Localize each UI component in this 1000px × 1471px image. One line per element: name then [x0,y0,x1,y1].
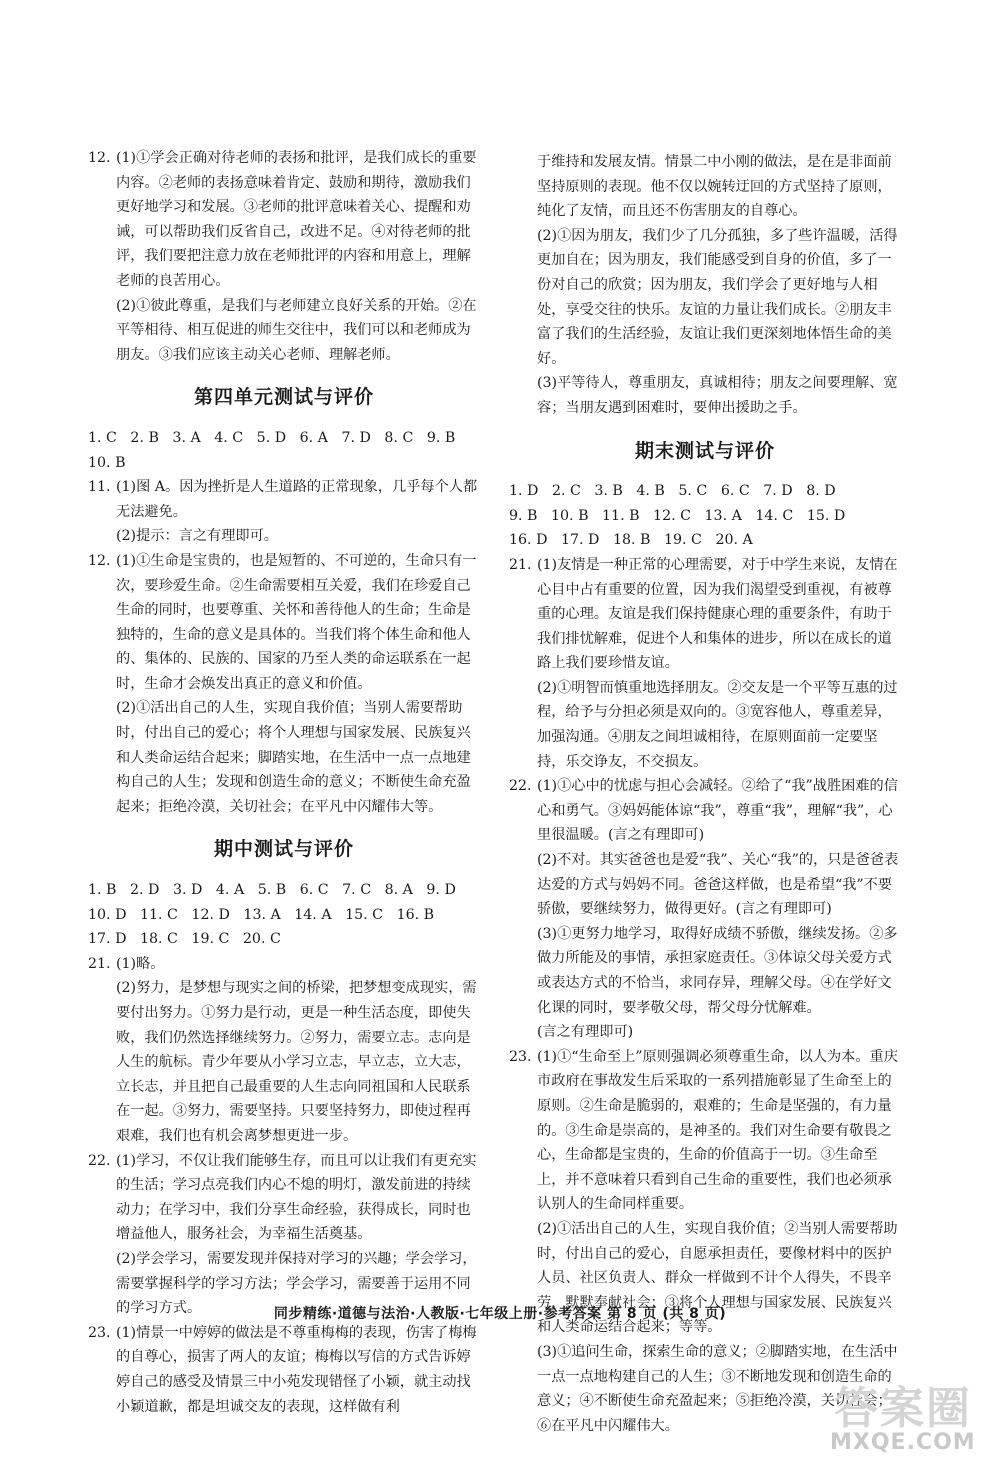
answer-text: (1)①学会正确对待老师的表扬和批评，是我们成长的重要内容。②老师的表扬意味着肯定、鼓励和期待，激励我们更好地学习和发展。③老师的批评意味着关心、提醒和劝诫，可以帮助我们反省自己，改进不足。④对待老师的批评，我们要把注意力放在老师批评的内容和用意上，理解老师的良苦用心。 [116,150,477,289]
answer-text: (1)①生命是宝贵的，也是短暂的、不可逆的，生命只有一次，要珍爱生命。②生命需要相互关爱，我们在珍爱自己生命的同时，也要尊重、关怀和善待他人的生命；生命是独特的，生命的意义是具体的。当我们将个体生命和他人的、集体的、民族的、国家的乃至人类的命运联系在一起时，生命才会焕发出真正的意义和价值。 [116,552,477,692]
answer-11-unit4 [88,475,480,549]
answer-text: (1)①心中的忧虑与担心会减轻。②给了“我”战胜困难的信心和勇气。③妈妈能体谅“我”，尊重“我”，理解“我”，心里很温暖。(言之有理即可) [537,778,898,844]
answer-continuation: 于维持和发展友情。情景二中小刚的做法，是在是非面前坚持原则的表现。他不仅以婉转迂回的方式坚持了原则，纯化了友情，而且还不伤害朋友的自尊心。 [537,154,892,220]
answer-text: (2)①明智而慎重地选择朋友。②交友是一个平等互惠的过程，给予与分担必须是双向的。③宽容他人，尊重差异，加强沟通。④朋友之间坦诚相待，在原则面前一定要坚持，乐交诤友，不交损友。 [537,679,898,770]
answer-text: (1)友情是一种正常的心理需要，对于中学生来说，友情在心目中占有重要的位置，因为我们渴望受到重视，有被尊重的心理。友谊是我们保持健康心理的重要条件，有助于我们排忧解难，促进个人和集体的进步，所以在成长的道路上我们要珍惜友谊。 [537,556,898,672]
page-footer: 同步精练·道德与法治·人教版·七年级上册·参考答案 第 8 页 (共 8 页) [273,1306,727,1322]
section-title-final: 期末测试与评价 [634,439,775,462]
left-column [88,146,480,1419]
answer-text: (3)①更努力地学习，取得好成绩不骄傲，继续发扬。②多做力所能及的事情，承担家庭责任。③体谅父母关爱方式或表达方式的不恰当，求同存异，理解父母。④在学好文化课的同时，要孝敬父母，帮父母分忧解难。 [537,925,898,1016]
answer-text: (2)不对。其实爸爸也是爱“我”、关心“我”的，只是爸爸表达爱的方式与妈妈不同。爸爸这样做，也是希望“我”不要骄傲，要继续努力，做得更好。(言之有理即可) [537,852,899,918]
answer-12-unit4 [88,549,480,820]
answer-text: (2)努力，是梦想与现实之间的桥梁，把梦想变成现实，需要付出努力。①努力是行动，更是一种生活态度，即使失败，我们仍然选择继续努力。②努力，需要立志。志向是人生的航标。青少年要从小学习立志，早立志，立大志，立长志，并且把自己最重要的人生志向同祖国和人民联系在一起。③努力，需要坚持。只要坚持努力，即使过程再艰难，我们也有机会离梦想更进一步。 [116,980,477,1144]
answer-text: (1)学习，不仅让我们能够生存，而且可以让我们有更充实的生活；学习点亮我们内心不熄的明灯，激发前进的持续动力；在学习中，我们分享生命经验，获得成长，同时也增益他人，服务社会，为幸福生活奠基。 [116,1152,477,1243]
answer-23-midterm [88,1321,480,1419]
choice-answers: 10. B [88,454,126,471]
watermark [830,1372,980,1462]
answer-21-midterm [88,952,480,1149]
question-number: 12. [88,552,111,569]
question-number: 12. [88,150,111,166]
question-number: 22. [88,1152,111,1169]
answer-text: (3)①追问生命，探索生命的意义；②脚踏实地，在生活中一点一点地构建自己的人生；③不断地发现和创造生命的意义；④不断使生命充盈起来；⑤拒绝冷漠，关切社会；⑥在平凡中闪耀伟大。 [537,1343,898,1434]
choice-answers: 1. D 2. C 3. B 4. B 5. C 6. C 7. D 8. D [509,483,836,500]
choice-answers: 9. B 10. B 11. B 12. C 13. A 14. C 15. D [509,507,846,524]
choice-answers: 10. D 11. C 12. D 13. A 14. A 15. C 16. B [88,906,435,923]
question-number: 22. [509,778,532,795]
question-number: 23. [88,1324,111,1341]
section-title-unit4: 第四单元测试与评价 [193,386,374,409]
section-title-midterm: 期中测试与评价 [213,838,354,861]
choice-answers: 1. B 2. D 3. D 4. A 5. B 6. C 7. C 8. A 9. D [88,882,456,899]
answer-text: (2)①因为朋友，我们少了几分孤独，多了些许温暖，活得更加自在；因为朋友，我们能感受到自身的价值，多了一份对自己的欣赏；因为朋友，我们学会了更好地与人相处，享受交往的快乐。友谊的力量让我们成长。②朋友丰富了我们的生活经验，友谊让我们更深刻地体悟生命的美好。 [537,227,898,367]
watermark-url: MXQE.COM [830,1430,976,1455]
answer-text: (1)图 A。因为挫折是人生道路的正常现象，几乎每个人都无法避免。 [116,479,478,520]
answer-text: (2)学会学习，需要发现并保持对学习的兴趣；学会学习，需要掌握科学的学习方法；学会学习，需要善于运用不同的学习方式。 [116,1250,477,1317]
answer-22-final [509,774,901,1045]
answer-text: (1)情景一中婷婷的做法是不尊重梅梅的表现，伤害了梅梅的自尊心，损害了两人的友谊；梅梅以写信的方式告诉婷婷自己的感受及情景三中小苑发现错怪了小颖，就主动找小颖道歉，都是坦诚交友的表现，这样做有利 [116,1324,477,1415]
answer-text: (2)提示：言之有理即可。 [116,528,278,545]
answer-text: (1)①“生命至上”原则强调必须尊重生命，以人为本。重庆市政府在事故发生后采取的一系列措施彰显了生命至上的原则。②生命是脆弱的，艰难的；生命是坚强的，有力量的。③生命是崇高的，是神圣的。我们对生命要有敬畏之心，生命都是宝贵的，生命的价值高于一切。③生命至上，并不意味着只看到自己生命的重要性，我们也必须承认别人的生命同样重要。 [537,1048,898,1213]
answer-text: (1)略。 [116,955,165,972]
watermark-logo: 答案圈 [834,1383,972,1434]
question-number: 11. [88,479,111,496]
answer-text: (2)①活出自己的人生，实现自我价值；②当别人需要帮助时，付出自己的爱心，自愿承担责任，要像材料中的医护人员、社区负责人、群众一样做到不计个人得失，不畏辛劳，默默奉献社会；③将个人理想与国家发展、民族复兴和人类命运结合起来；等等。 [537,1220,898,1336]
answer-text: (2)①活出自己的人生，实现自我价值；当别人需要帮助时，付出自己的爱心；将个人理想与国家发展、民族复兴和人类命运结合起来；脚踏实地，在生活中一点一点地建构自己的人生；发现和创造生命的意义；不断使生命充盈起来；拒绝冷漠，关切社会；在平凡中闪耀伟大等。 [116,700,471,815]
answer-21-final [509,553,901,774]
choice-answers: 17. D 18. C 19. C 20. C [88,931,281,948]
question-number: 21. [88,955,111,972]
answer-22-midterm [88,1149,480,1321]
answer-text: (3)平等待人，尊重朋友，真诚相待；朋友之间要理解、宽容；当朋友遇到困难时，要伸出援助之手。 [537,375,898,416]
answer-12-unit3 [88,146,480,367]
choice-answers: 16. D 17. D 18. B 19. C 20. A [509,532,753,549]
question-number: 21. [509,556,532,573]
choice-answers: 1. C 2. B 3. A 4. C 5. D 6. A 7. D 8. C 9. B [88,429,456,446]
answer-text: (言之有理即可) [537,1024,634,1041]
answer-text: (2)①彼此尊重，是我们与老师建立良好关系的开始。②在平等相待、相互促进的师生交往中，我们可以和老师成为朋友。③我们应该主动关心老师、理解老师。 [116,297,477,363]
question-number: 23. [509,1048,532,1065]
right-column [509,150,901,1438]
